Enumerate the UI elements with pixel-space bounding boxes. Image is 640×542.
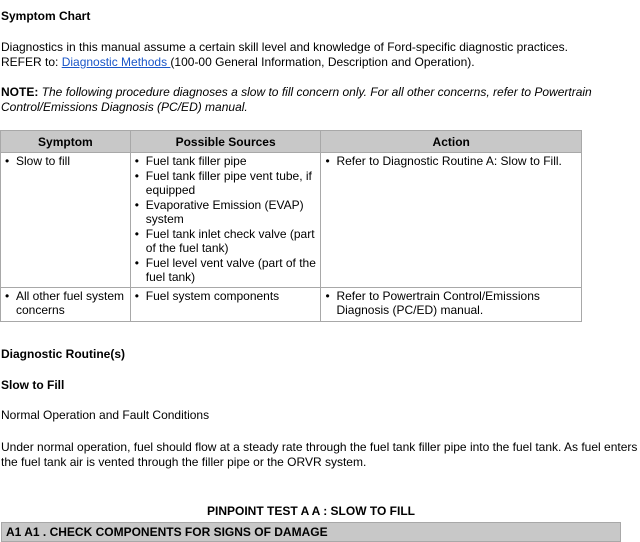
list-item: • Refer to Diagnostic Routine A: Slow to Fill. (323, 154, 579, 169)
header-symptom: Symptom (1, 131, 131, 153)
table-row (1, 287, 582, 321)
diagnostic-methods-link[interactable]: Diagnostic Methods (61, 55, 171, 69)
table-row (1, 153, 582, 288)
note-label: NOTE: (1, 85, 39, 99)
refer-suffix: (100-00 General Information, Description and Operation). (170, 55, 475, 69)
sources-cell (130, 153, 321, 288)
list-item: • Slow to fill (3, 154, 128, 169)
normal-operation-paragraph: Under normal operation, fuel should flow at a steady rate through the fuel tank filler pipe into the fuel tank. As fuel enters the fuel tank air is vented through the filler pipe or the ORVR system. (1, 440, 638, 469)
list-item: • Evaporative Emission (EVAP) system (133, 198, 319, 227)
refer-prefix: REFER to: (1, 55, 62, 69)
note-body: The following procedure diagnoses a slow to fill concern only. For all other concerns, refer to Powertrain Control/Emissions Diagnosis (PC/ED) manual. (1, 85, 592, 114)
pinpoint-test-title: PINPOINT TEST A A : SLOW TO FILL (207, 504, 415, 518)
list-item: • All other fuel system concerns (3, 289, 128, 318)
page-title: Symptom Chart (1, 9, 91, 23)
list-item: • Refer to Powertrain Control/Emissions Diagnosis (PC/ED) manual. (323, 289, 579, 318)
normal-operation-label: Normal Operation and Fault Conditions (1, 408, 210, 422)
list-item: • Fuel level vent valve (part of the fuel tank) (133, 256, 319, 285)
header-possible-sources: Possible Sources (130, 131, 321, 153)
symptom-cell (1, 153, 131, 288)
intro-text (1, 40, 568, 70)
symptom-table (0, 130, 582, 322)
list-item: • Fuel tank filler pipe (133, 154, 319, 169)
action-cell (321, 153, 582, 288)
slow-to-fill-heading: Slow to Fill (1, 378, 65, 392)
step-header: A1 A1 . CHECK COMPONENTS FOR SIGNS OF DAMAGE (1, 522, 621, 542)
table-header-row (1, 131, 582, 153)
list-item: • Fuel system components (133, 289, 319, 304)
note-text (1, 85, 631, 115)
routines-heading: Diagnostic Routine(s) (1, 347, 126, 361)
header-action: Action (321, 131, 582, 153)
intro-line: Diagnostics in this manual assume a certain skill level and knowledge of Ford-specific diagnostic practices. (1, 40, 568, 54)
list-item: • Fuel tank inlet check valve (part of the fuel tank) (133, 227, 319, 256)
action-cell (321, 287, 582, 321)
symptom-cell (1, 287, 131, 321)
list-item: • Fuel tank filler pipe vent tube, if equipped (133, 169, 319, 198)
sources-cell (130, 287, 321, 321)
